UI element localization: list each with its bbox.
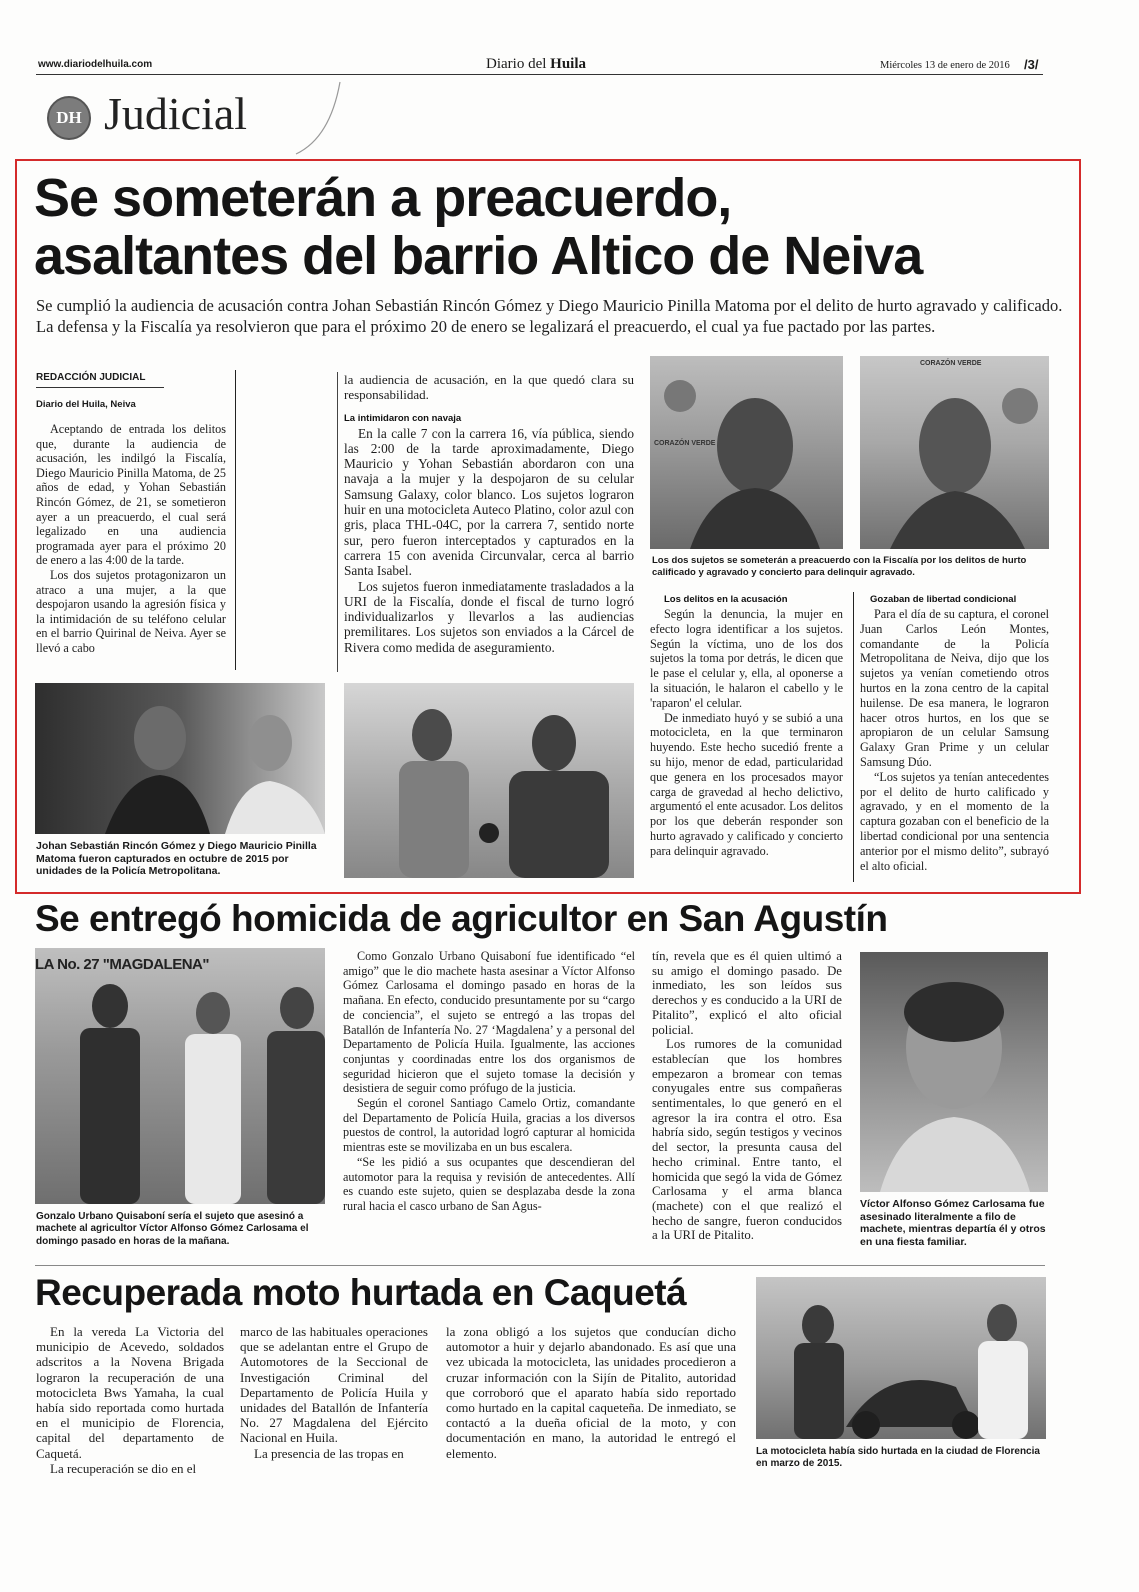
motorcycle-scene-icon (756, 1277, 1046, 1439)
article2-headline: Se entregó homicida de agricultor en San Agustín (35, 898, 888, 939)
article1-col1 (36, 372, 226, 656)
surrender-photo (35, 948, 325, 1204)
article-separator (35, 1265, 1045, 1266)
article1-col2 (344, 372, 634, 655)
subhead-navaja: La intimidaron con navaja (344, 412, 462, 424)
article1-col4-p2: “Los sujetos ya tenían antecedentes por el delito de hurto calificado y agravado, y en el momento de la captura gozaban con el beneficio de la libertad condicional por una sentencia anterior por el mismo delito”, subrayó el alto oficial. (860, 769, 1049, 873)
motorcycle-photo-caption: La motocicleta había sido hurtada en la ciudad de Florencia en marzo de 2015. (756, 1446, 1040, 1470)
article1-col2-p2: Los sujetos fueron inmediatamente trasladados a la URI de la Fiscalía, donde el fiscal de turno logró individualizarlos y llevarlos a las audiencias premilitares. Los sujetos son enviados a la Cárcel de Rivera como medida de aseguramiento. (344, 578, 634, 655)
person-silhouette-icon (860, 356, 1049, 549)
mugshot-label: CORAZÓN VERDE (920, 360, 982, 367)
victim-portrait-icon (860, 952, 1048, 1192)
paper-name-b: Huila (550, 56, 587, 72)
capture-photo (35, 683, 325, 834)
victim-photo (860, 952, 1048, 1192)
article1-col4 (860, 592, 1049, 873)
website-url[interactable]: www.diariodelhuila.com (38, 59, 153, 70)
article1-lead: Se cumplió la audiencia de acusación contra Johan Sebastián Rincón Gómez y Diego Mauricio Pinilla Matoma por el delito de hurto agravado y calificado. La defensa y la Fiscalía ya resolvieron que para el próximo 20 de enero se legalizará el preacuerdo, el cual ya fue pactado por las partes. (36, 296, 1063, 336)
mugshot-photo-2 (860, 356, 1049, 549)
capture-photo-caption: Johan Sebastián Rincón Gómez y Diego Mauricio Pinilla Matoma fueron capturados en octubre de 2015 por unidades de la Policía Metropolitana. (36, 840, 317, 877)
section-swoosh (290, 78, 350, 158)
page-number: /3/ (1024, 57, 1039, 72)
article2-col2-p2: Según el coronel Santiago Camelo Ortiz, comandante del Departamento de Policía Huila, gracias a los diversos puestos de control, la autoridad logró capturar al homicida mientras este se movilizaba en un bus escalera. (343, 1096, 635, 1155)
issue-date: Miércoles 13 de enero de 2016 (880, 60, 1010, 71)
officers-silhouette-icon (35, 948, 325, 1204)
dh-logo-icon: DH (47, 96, 91, 140)
article2-col3 (652, 949, 842, 1243)
article1-headline-line1: Se someterán a preacuerdo, (34, 168, 732, 228)
article2-col2-p3: “Se les pidió a sus ocupantes que descendieran del automotor para la requisa y revisión de antecedentes. Allí es cuando este sujeto, quien se desplazaba desde la zona rural hacia el casco urbano de San Agus- (343, 1154, 635, 1213)
article1-headline (34, 169, 922, 285)
surrender-photo-caption: Gonzalo Urbano Quisaboní sería el sujeto que asesinó a machete al agricultor Víctor Alfonso Gómez Carlosama el domingo pasado en horas de la mañana. (36, 1211, 309, 1247)
article1-col4-p1: Para el día de su captura, el coronel Juan Carlos León Montes, comandante de la Policía Metropolitana de Neiva, dijo que los sujetos ya venían cometiendo otros hurtos en la zona centro de la capital huilense. De esa manera, le lograron hacer otros hurtos, en los que se apropiaron de un celular Samsung Galaxy Gran Prime y un celular Samsung Dúo. (860, 607, 1049, 769)
person-silhouette-icon (650, 356, 843, 549)
article1-col2-p0: la audiencia de acusación, en la que quedó clara su responsabilidad. (344, 372, 634, 403)
article2-col2 (343, 949, 635, 1214)
article3-col1-p1: En la vereda La Victoria del municipio de Acevedo, soldados adscritos a la Novena Brigada lograron la recuperación de una motocicleta Bws Yamaha, la cual había sido reportada como hurtada en el municipio de Florencia, capital del departamento de Caquetá. (36, 1324, 224, 1461)
article1-col1-p1: Aceptando de entrada los delitos que, durante la audiencia de acusación, les indilgó la Fiscalía, Diego Mauricio Pinilla Matoma, de 25 años de edad, y Yohan Sebastián Rincón Gómez, de 21, se sometieron ayer a un preacuerdo, el cual será legalizado en una audiencia programada ayer para el próximo 20 de enero a las 4:00 de la tarde. (36, 422, 226, 568)
article3-col2-p2: La presencia de las tropas en (254, 1445, 404, 1461)
subhead-libertad: Gozaban de libertad condicional (870, 594, 1017, 605)
article1-col3-p2: De inmediato huyó y se subió a una motocicleta, en la que terminaron huyendo. Este hecho sucedió frente a su hijo, menor de edad, particularidad que genera en los procesados mayor carga de gravedad al hecho delictivo, argumentó el ente acusador. Los delitos por los que deberán responder son hurto agravado y calificado y concierto para delinquir agravado. (650, 710, 843, 858)
mugshot-label: CORAZÓN VERDE (654, 440, 716, 447)
arrest-scene-icon (344, 683, 634, 878)
article1-headline-line2: asaltantes del barrio Altico de Neiva (34, 226, 923, 286)
article3-col1 (36, 1324, 224, 1476)
article2-col2-p1: Como Gonzalo Urbano Quisaboní fue identificado “el amigo” que le dio machete hasta asesinar a Víctor Alfonso Gómez Carlosama el domingo pasado en horas de la mañana. En efecto, conducido presuntamente por su “cargo de conciencia”, el sujeto se entregó a las tropas del Batallón de Infantería No. 27 ‘Magdalena’ y a personal del Departamento de Policía Huila. Igualmente, las acciones conjuntas y coordinadas entre los dos organismos de seguridad hicieron que el sujeto tomase la decisión y desistiera de seguir como prófugo de la justicia. (343, 949, 635, 1096)
mugshots-caption: Los dos sujetos se someterán a preacuerdo con la Fiscalía por los delitos de hurto calificado y agravado y concierto para delinquir agravado. (652, 555, 1027, 578)
victim-caption: Víctor Alfonso Gómez Carlosama fue asesinado literalmente a filo de machete, mientras departía él y otros en una fiesta familiar. (860, 1198, 1046, 1248)
paper-name (486, 56, 586, 73)
article1-col3-p1: Según la denuncia, la mujer en efecto logra identificar a los sujetos. Según la víctima, uno de los dos sujetos la toma por detrás, le dicen que le pase el celular y, ella, al oponerse a la situación, le halaron el cabello y le 'raparon' el celular. (650, 607, 843, 710)
byline: REDACCIÓN JUDICIAL (36, 372, 164, 388)
article3-col2 (240, 1324, 428, 1461)
article3-col2-p1: marco de las habituales operaciones que se adelantan entre el Grupo de Automotores de la Seccional de Investigación Criminal del Departamento de Policía Huila y unidades del Batallón de Infantería No. 27 Magdalena del Ejército Nacional en Huila. (240, 1324, 428, 1446)
article1-col1-p2: Los dos sujetos protagonizaron un atraco a una mujer, a la que despojaron usando la agresión física y la intimidación de su teléfono celular en el barrio Quirinal de Neiva. Ayer se llevó a cabo (36, 567, 226, 655)
article3-col1-p2: La recuperación se dio en el (50, 1460, 197, 1476)
subhead-delitos: Los delitos en la acusación (664, 594, 788, 605)
battalion-banner: LA No. 27 "MAGDALENA" (35, 956, 210, 973)
article2-col3-p1: tín, revela que es él quien ultimó a su amigo el domingo pasado. De inmediato, les son leídos sus derechos y es conducido a la URI de Pitalito”, explicó el alto oficial policial. (652, 949, 842, 1037)
mugshot-photo-1 (650, 356, 843, 549)
col-divider (853, 592, 854, 882)
article1-col3 (650, 592, 843, 859)
motorcycle-photo (756, 1277, 1046, 1439)
section-title: Judicial (104, 88, 248, 139)
col-divider (337, 372, 338, 672)
arrest-photo (344, 683, 634, 878)
col-divider (235, 370, 236, 670)
article3-headline: Recuperada moto hurtada en Caquetá (35, 1272, 687, 1313)
article2-col3-p2: Los rumores de la comunidad establecían que los hombres empezaron a bromear con temas conyugales entre sus compañeras sentimentales, lo que generó en el agresor la ira contra el otro. Esa habría sido, según testigos y vecinos del sector, la presunta causa del hecho criminal. Entre tanto, el homicida que segó la vida de Gómez Carlosama y el arma blanca (machete) con el que realizó el hecho de sangre, fueron conducidos a la URI de Pitalito. (652, 1037, 842, 1243)
paper-name-a: Diario del (486, 56, 551, 72)
article3-col3 (446, 1324, 736, 1461)
dateline: Diario del Huila, Neiva (36, 399, 136, 410)
header-rule (36, 74, 1043, 75)
article1-col2-p1: En la calle 7 con la carrera 16, vía pública, siendo las 2:00 de la tarde aproximadamente, Diego Mauricio y Yohan Sebastián abordaron con una navaja a la mujer y la despojaron de su celular Samsung Galaxy, color blanco. Los sujetos lograron huir en una motocicleta Auteco Platino, color azul con gris, placa THL-04C, por la carrera 7, sentido norte sur, pero fueron interceptados y capturados en la carrera 15 con avenida Circunvalar, cerca al barrio Santa Isabel. (344, 425, 634, 579)
persons-silhouette-icon (35, 683, 325, 834)
article3-col3-p1: la zona obligó a los sujetos que conducían dicho automotor a huir y dejarlo abandonado. Es así que una vez ubicada la motocicleta, las unidades procedieron a cruzar información con la Sijín de Pitalito, autoridad que corroboró que el aparato había sido reportado como hurtado en la capital caqueteña. De inmediato, se contactó a la dueña oficial de la moto, y con documentación en mano, la autoridad le entregó el elemento. (446, 1324, 736, 1461)
